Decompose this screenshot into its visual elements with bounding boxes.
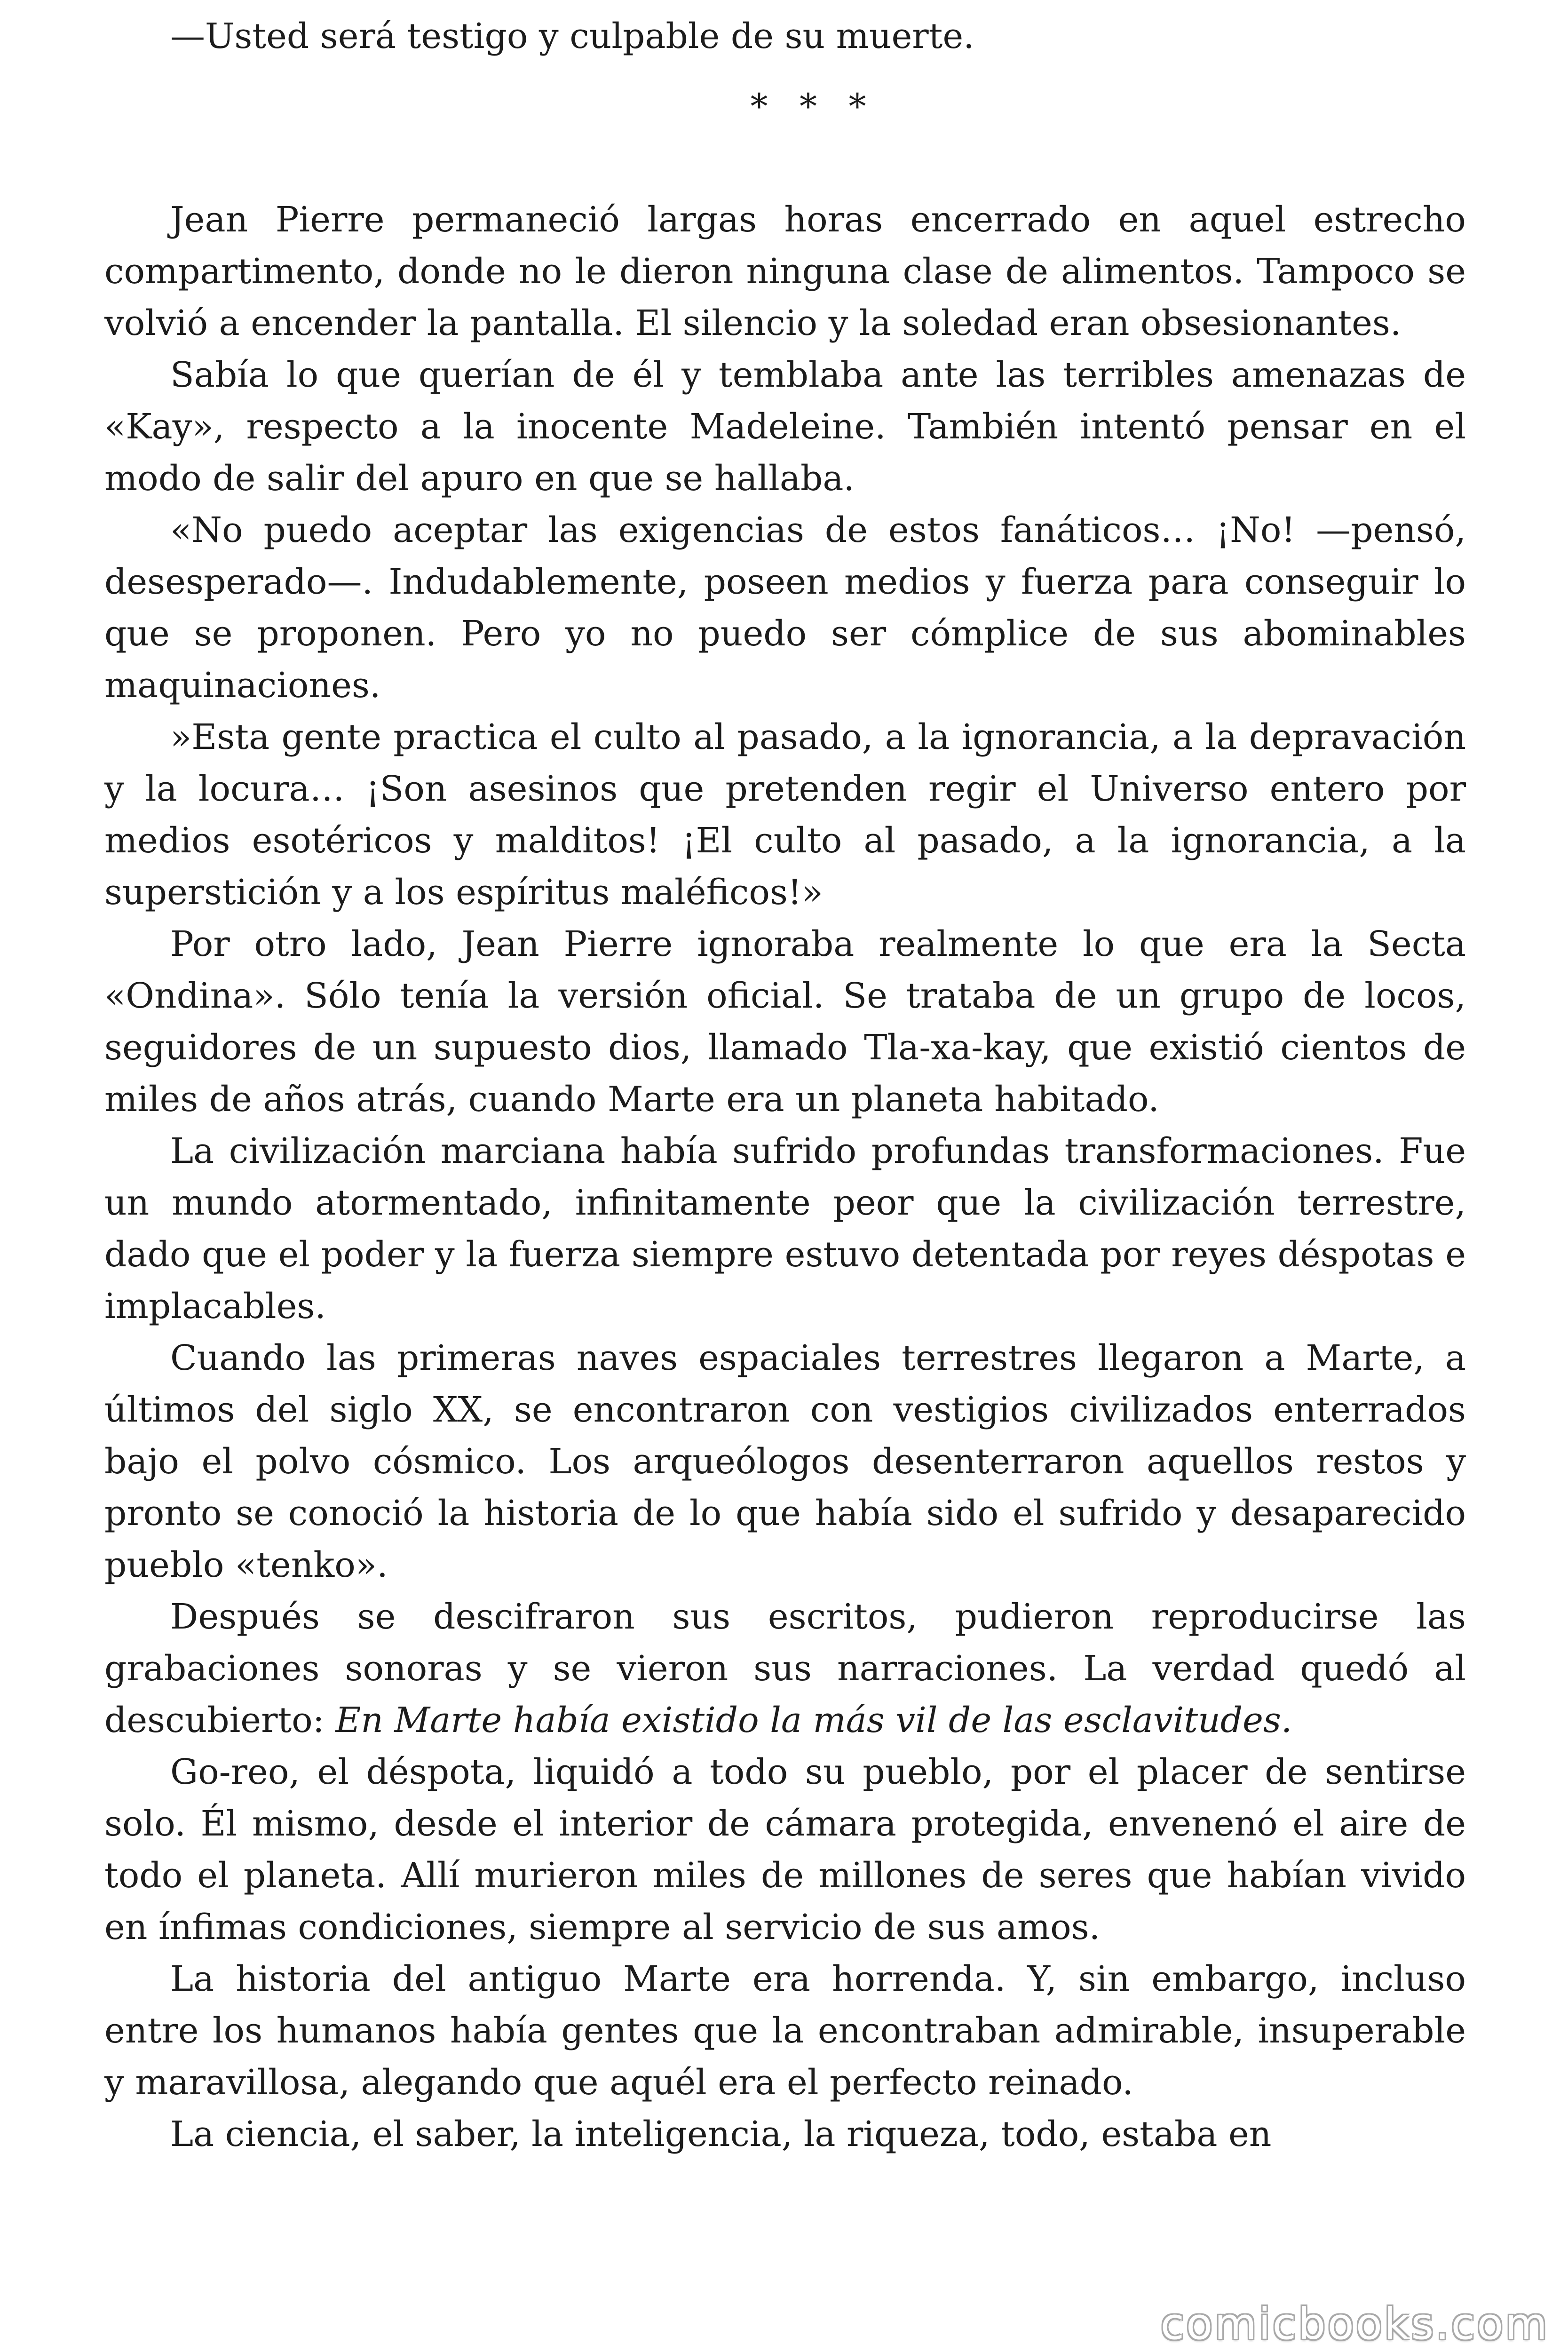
paragraph: La ciencia, el saber, la inteligencia, la riqueza, todo, estaba en: [170, 2114, 1272, 2154]
paragraph: Sabía lo que querían de él y temblaba ante las terribles amenazas de «Kay», respecto a la inocente Madeleine. También intentó pensar en el modo de salir del apuro en que se hallaba.: [104, 355, 1466, 499]
scene-separator: * * *: [750, 87, 877, 127]
paragraph: —Usted será testigo y culpable de su muerte.: [170, 16, 974, 56]
italic-emphasis: En Marte había existido la más vil de las esclavitudes.: [335, 1700, 1292, 1740]
watermark-logo: comicbooks.com: [1160, 2299, 1549, 2349]
paragraph: Go-reo, el déspota, liquidó a todo su pueblo, por el placer de sentirse solo. Él mismo, desde el interior de cámara protegida, envenenó el aire de todo el planeta. Allí murieron miles de millones de seres que habían vivido en ínfimas condiciones, siempre al servicio de sus amos.: [104, 1752, 1466, 1947]
paragraph: La civilización marciana había sufrido profundas transformaciones. Fue un mundo atormentado, infinitamente peor que la civilización terrestre, dado que el poder y la fuerza siempre estuvo detentada por reyes déspotas e implacables.: [104, 1131, 1466, 1327]
page-text: [104, 10, 1466, 2160]
paragraph-text: Después se descifraron sus escritos, pudieron reproducirse las grabaciones sonoras y se vieron sus narraciones. La verdad quedó al descubierto:: [104, 1597, 1466, 1740]
paragraph: La historia del antiguo Marte era horrenda. Y, sin embargo, incluso entre los humanos había gentes que la encontraban admirable, insuperable y maravillosa, alegando que aquél era el perfecto reinado.: [104, 1959, 1466, 2103]
paragraph: [104, 1591, 1466, 1746]
paragraph: «No puedo aceptar las exigencias de estos fanáticos… ¡No! —pensó, desesperado—. Indudablemente, poseen medios y fuerza para conseguir lo que se proponen. Pero yo no puedo ser cómplice de sus abominables maquinaciones.: [104, 510, 1466, 706]
paragraph: »Esta gente practica el culto al pasado, a la ignorancia, a la depravación y la locura… ¡Son asesinos que pretenden regir el Universo entero por medios esotéricos y malditos! ¡El culto al pasado, a la ignorancia, a la superstición y a los espíritus maléficos!»: [104, 717, 1466, 913]
paragraph: Jean Pierre permaneció largas horas encerrado en aquel estrecho compartimento, donde no le dieron ninguna clase de alimentos. Tampoco se volvió a encender la pantalla. El silencio y la soledad eran obsesionantes.: [104, 199, 1466, 343]
paragraph: Cuando las primeras naves espaciales terrestres llegaron a Marte, a últimos del siglo XX, se encontraron con vestigios civilizados enterrados bajo el polvo cósmico. Los arqueólogos desenterraron aquellos restos y pronto se conoció la historia de lo que había sido el sufrido y desaparecido pueblo «tenko».: [104, 1338, 1466, 1585]
paragraph: Por otro lado, Jean Pierre ignoraba realmente lo que era la Secta «Ondina». Sólo tenía la versión oficial. Se trataba de un grupo de locos, seguidores de un supuesto dios, llamado Tla-xa-kay, que existió cientos de miles de años atrás, cuando Marte era un planeta habitado.: [104, 924, 1466, 1120]
